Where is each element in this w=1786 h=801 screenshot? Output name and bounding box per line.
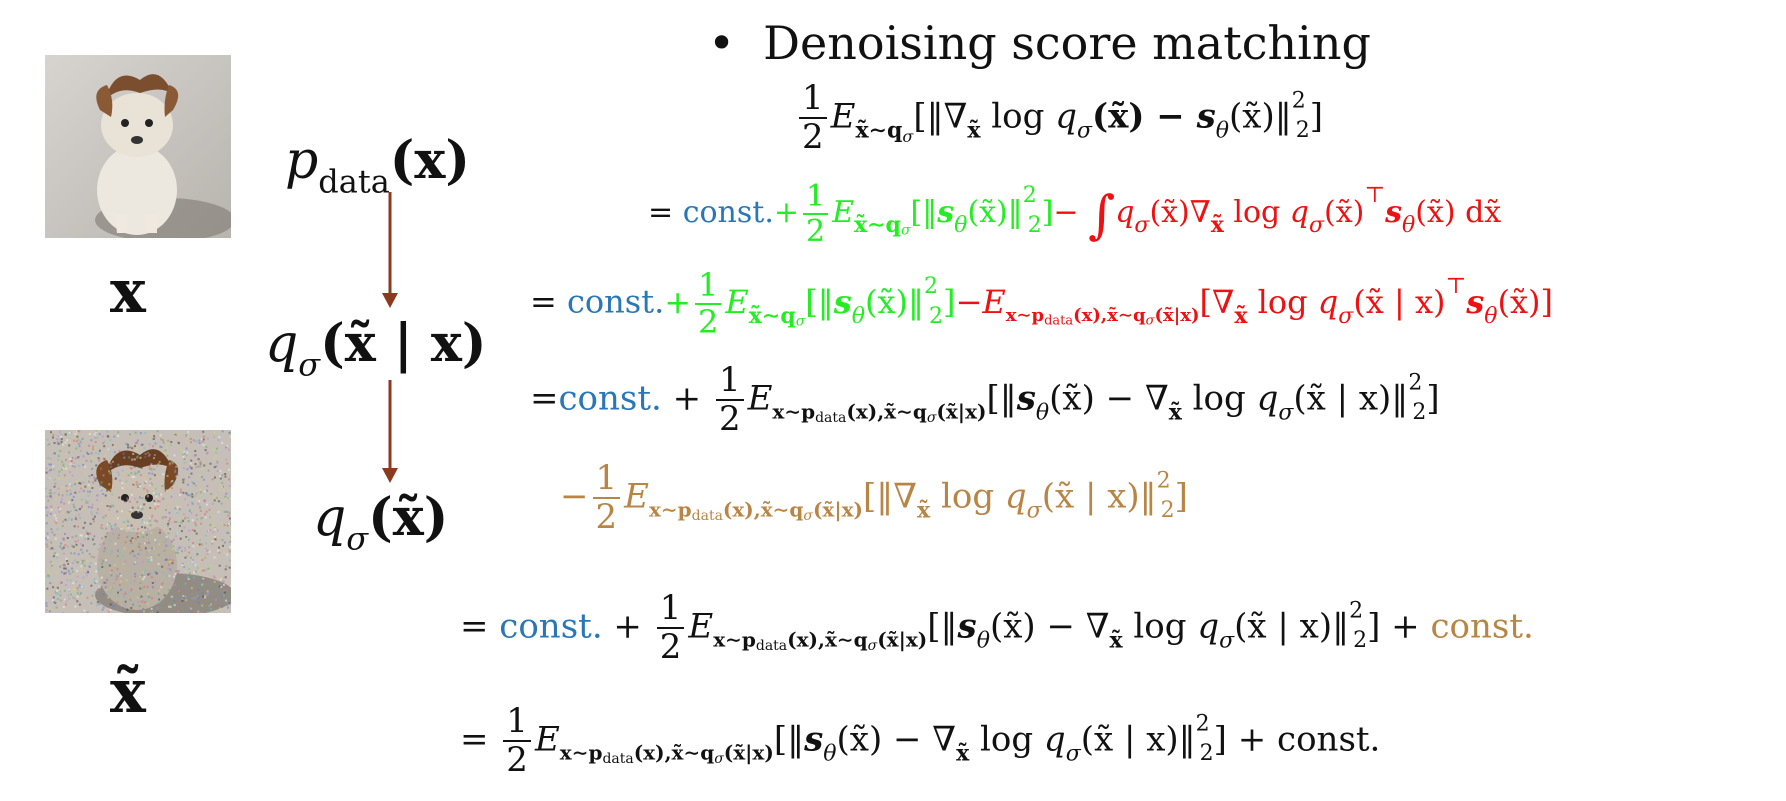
equation-line-4: − $\frac{1}{2}$ $E_{x\sim pdata(x),x̃\sim q\sigma(x̃|x)}[‖\nabla_{x̃}$ $\log q_\sigma(x̃$ | x)‖$^2_2$] (560, 458, 1188, 538)
arrow-head-1 (382, 293, 398, 308)
clean-image-label: x (110, 257, 146, 327)
noisy-image (45, 430, 231, 613)
equation-line-3: =const. + $\frac{1}{2}$ $E_{x\sim pdata(x),x̃\sim q\sigma(x̃|x)}[‖s_\theta(x̃) - \nabla_{x̃}$ $\log q_\sigma(x̃$ | x)‖$^2_2$] (530, 360, 1440, 440)
arrow-head-2 (382, 468, 398, 483)
noisy-dog-photo (45, 430, 231, 613)
equation-line-6: = $\frac{1}{2}$ $E_{x\sim pdata(x),x̃\sim q\sigma(x̃|x)}[‖s_\theta(x̃) - \nabla_{x̃}$ $\log q_\sigma(x̃$ | x)‖$^2_2$] + const. (460, 701, 1381, 781)
bullet-title: • Denoising score matching (708, 16, 1371, 70)
equation-line-5: = const. + $\frac{1}{2}$ $E_{x\sim pdata(x),x̃\sim q\sigma(x̃|x)}[‖s_\theta(x̃) - \nabla_{x̃}$ $\log q_\sigma(x̃$ | x)‖$^2_2$] + const. (460, 588, 1534, 668)
p-data-label: $p_{data}(x)$ (285, 130, 471, 201)
equation-line-1: = const.+ $\frac{1}{2}$ $E_{x̃\sim q\sigma}[‖s_\theta(x̃)‖^2_2]-$ $\int q_\sigma(x̃)\nabla_{x̃}$ $\log q_\sigma(x̃)^⊤s_\theta(x̃)$ dx̃ (648, 179, 1502, 249)
equation-line-0: $\frac{1}{2}$ $E_{x̃\sim q\sigma}[‖\nabla_{x̃}$ $\log q_\sigma(x̃)$ − $s_\theta(x̃)‖^2_2$] (795, 80, 1323, 157)
equation-line-2: = const.+ $\frac{1}{2}$ $E_{x̃\sim q\sigma}[‖s_\theta(x̃)‖^2_2]-E_{x\sim pdata(x),x̃\sim q\sigma(x̃|x)}[\nabla_{x̃}$ $\log q_\sigma(x̃$ | $x)^⊤s_\theta(x̃)$] (530, 266, 1553, 342)
dog-photo (45, 55, 231, 238)
q-marginal-label: $q_\sigma(x̃)$ (313, 487, 449, 558)
arrow-group (375, 190, 405, 490)
q-conditional-label: $q_\sigma(x̃$ | x) (265, 313, 487, 384)
noisy-image-label: x̃ (110, 657, 146, 727)
clean-image (45, 55, 231, 238)
